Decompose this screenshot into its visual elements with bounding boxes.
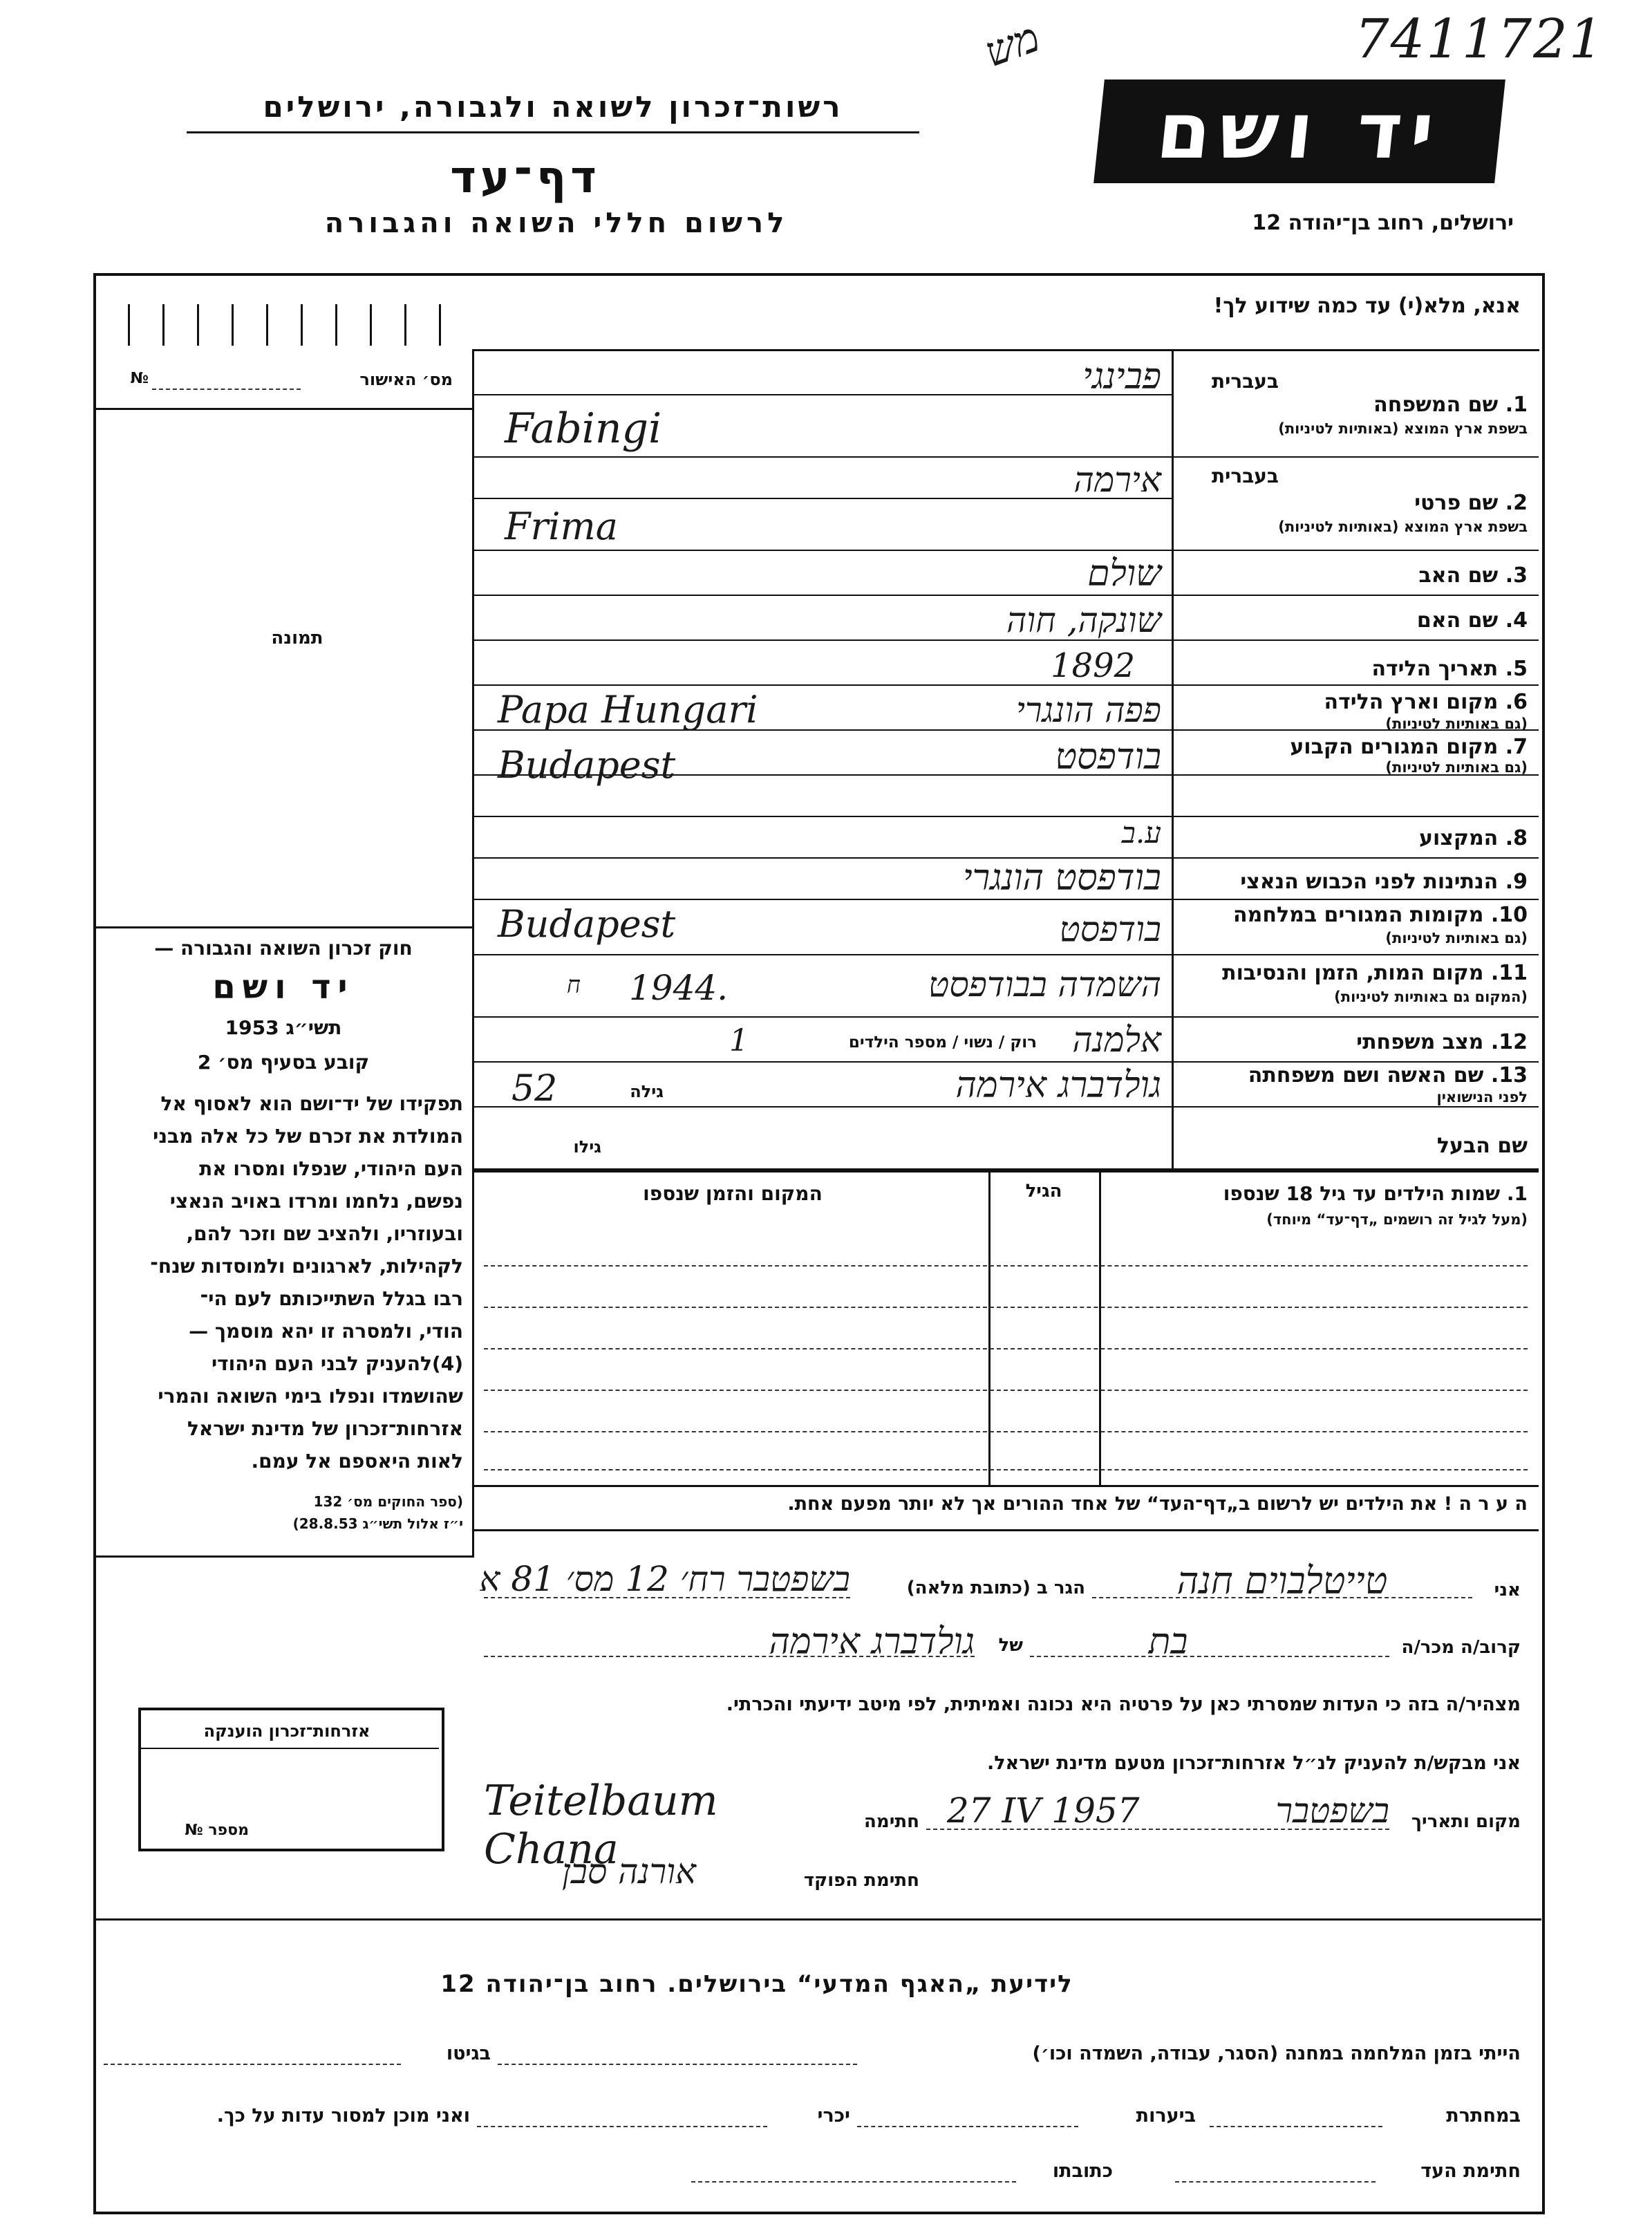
declarant-address: בשפטבר רח׳ 12 מס׳ 81 א <box>479 1559 850 1599</box>
field-3-value: שולם <box>1087 553 1161 595</box>
stamp-number: 7411721 <box>1355 8 1605 71</box>
field-2-label: 2. שם פרטי <box>1414 491 1528 515</box>
declarant-address-line <box>484 1597 850 1598</box>
field-10-label: 10. מקומות המגורים במלחמה <box>1233 903 1528 927</box>
bottom-line-2-fill-a <box>1210 2126 1382 2127</box>
declaration-text: מצהיר/ה בזה כי העדות שמסרתי כאן על פרטיה היא נכונה ואמיתית, לפי מיטב ידיעתי והכרתי. <box>726 1694 1521 1715</box>
approval-separator <box>95 408 472 410</box>
field-2-hebrew-value: אירמה <box>1073 460 1161 500</box>
field-1-label: 1. שם המשפחה <box>1373 393 1528 417</box>
shel-label: של <box>998 1635 1023 1656</box>
children-note-bottom <box>474 1529 1539 1531</box>
bottom-line-1a: הייתי בזמן המלחמה במחנה (הסגר, עבודה, השמדה וכו׳) <box>1032 2043 1521 2064</box>
field-3-label: 3. שם האב <box>1418 563 1528 588</box>
bottom-line-1-end <box>104 2064 401 2065</box>
field-1-hebrew-value: פבינגי <box>1082 356 1161 398</box>
field-9-label: 9. הנתינות לפני הכבוש הנאצי <box>1240 870 1528 894</box>
field-8-label: 8. המקצוע <box>1419 826 1528 850</box>
bottom-title: לידיעת „האגף המדעי“ בירושלים. רחוב בן־יהודה 12 <box>440 1970 1073 1998</box>
field-4-value: שונקה, חוה <box>1006 600 1161 640</box>
bottom-line-2b: ביערות <box>1136 2105 1196 2127</box>
children-table-top <box>474 1170 1539 1172</box>
approval-line <box>152 389 301 390</box>
field-12-label: 12. מצב משפחתי <box>1356 1030 1528 1054</box>
field-11-label: 11. מקום המות, הזמן והנסיבות <box>1222 961 1528 985</box>
children-header-sub: (מעל לגיל זה רושמים „דף־עד“ מיוחד) <box>1266 1211 1528 1228</box>
field-2-latin-value: Frima <box>505 505 618 548</box>
photo-separator <box>95 926 472 928</box>
form-title: דף־עד <box>450 152 601 203</box>
bottom-line-2d: ואני מוכן למסור עדות על כך. <box>216 2105 470 2127</box>
field-5-value: 1892 <box>1051 646 1136 685</box>
field-13-label: 13. שם האשה ושם משפחתה <box>1248 1063 1528 1087</box>
bottom-line-1-fill <box>498 2064 857 2065</box>
bottom-line-3-fill-b <box>691 2181 1016 2183</box>
bottom-line-2c: יכרי <box>817 2105 850 2127</box>
citizenship-box-title: אזרחות־זכרון הוענקה <box>203 1721 370 1741</box>
law-reference-1: (ספר החוקים מס׳ 132 <box>313 1493 463 1510</box>
request-text: אני מבקש/ת להעניק לנ״ל אזרחות־זכרון מטעם מדינת ישראל. <box>986 1753 1521 1774</box>
declarant-dwelling-label: הגר ב (כתובת מלאה) <box>906 1578 1085 1598</box>
in-hebrew-label-2: בעברית <box>1211 465 1279 487</box>
field-13-value: גולדברג אירמה <box>955 1065 1161 1106</box>
field-12-value: אלמנה <box>1072 1020 1161 1060</box>
field-2-sublabel: בשפת ארץ המוצא (באותיות לטיניות) <box>1278 518 1528 535</box>
of-whom-value: גולדברג אירמה <box>769 1621 975 1663</box>
field-6-latin-value: Papa Hungari <box>498 688 758 731</box>
children-age-header: הגיל <box>1025 1181 1062 1202</box>
field-6-hebrew-value: פפה הונגרי <box>1015 690 1161 730</box>
field-6-label: 6. מקום וארץ הלידה <box>1324 690 1528 714</box>
field-column-divider <box>1172 349 1174 1168</box>
law-section: קובע בסעיף מס׳ 2 <box>197 1051 370 1074</box>
field-1-latin-value: Fabingi <box>505 404 662 453</box>
citizenship-box-number: מספר № <box>185 1822 249 1839</box>
photo-label: תמונה <box>271 628 323 648</box>
declarant-name-line <box>1092 1597 1472 1598</box>
field-12-kids-value: 1 <box>729 1023 749 1058</box>
form-subtitle: לרשום חללי השואה והגבורה <box>324 207 789 239</box>
field-13-age-label: גילה <box>630 1082 664 1101</box>
field-10-sublabel: (גם באותיות לטיניות) <box>1385 930 1528 946</box>
relation-line <box>1030 1656 1389 1657</box>
bottom-line-2a: במחתרת <box>1446 2105 1521 2127</box>
fields-left-border <box>472 349 474 1168</box>
officer-label: חתימת הפוקד <box>803 1870 919 1891</box>
bottom-section-top <box>95 1918 1541 1921</box>
children-header: 1. שמות הילדים עד גיל 18 שנספו <box>1223 1182 1528 1205</box>
field-9-value: בודפסט הונגרי <box>963 857 1161 899</box>
bottom-line-3b: כתובתו <box>1052 2160 1113 2182</box>
approval-no: № <box>130 370 149 387</box>
field-5-label: 5. תאריך הלידה <box>1371 657 1528 681</box>
relation-value: בת <box>1148 1621 1188 1663</box>
bottom-line-3-fill-a <box>1175 2181 1376 2183</box>
approval-label: מס׳ האישור <box>359 370 453 389</box>
field-10-latin-value: Budapest <box>498 902 676 946</box>
bottom-line-2-fill-c <box>477 2126 767 2127</box>
signature-value: Teitelbaum Chana <box>484 1777 718 1874</box>
field-1-sublabel: בשפת ארץ המוצא (באותיות לטיניות) <box>1278 420 1528 437</box>
declarant-name: טייטלבוים חנה <box>1176 1559 1388 1603</box>
fields-top-border <box>472 349 1539 351</box>
officer-signature: אורנה סבן <box>561 1851 697 1891</box>
in-hebrew-label-1: בעברית <box>1211 370 1279 393</box>
institution-underline <box>187 131 919 133</box>
bottom-line-3a: חתימת העד <box>1420 2160 1521 2182</box>
place-date-label: מקום ותאריך <box>1411 1811 1521 1832</box>
fill-instruction: אנא, מלא(י) עד כמה שידוע לך! <box>1213 294 1521 318</box>
bottom-line-1b: בגיטו <box>446 2043 491 2064</box>
relative-label: קרוב/ה מכר/ה <box>1401 1637 1521 1658</box>
husband-age-label: גילו <box>573 1137 601 1157</box>
children-note: ה ע ר ה ! את הילדים יש לרשום ב„דף־העד“ של אחד ההורים אך לא יותר מפעם אחת. <box>787 1493 1528 1515</box>
date-value: 27 IV 1957 <box>947 1791 1140 1831</box>
citizenship-box-divider <box>141 1748 439 1749</box>
field-7-latin-value: Budapest <box>498 743 676 787</box>
yad-vashem-logo: יד ושם <box>1093 80 1505 183</box>
place-date-line <box>926 1829 1389 1830</box>
field-13-sublabel: לפני הנישואין <box>1436 1089 1528 1105</box>
stamp-scribble: מש <box>978 12 1046 77</box>
place-value: בשפטבר <box>1275 1791 1389 1831</box>
bottom-line-2-fill-b <box>857 2126 1078 2127</box>
field-11-year: 1944. <box>629 968 729 1008</box>
field-7-sublabel: (גם באותיות לטיניות) <box>1385 759 1528 776</box>
field-6-sublabel: (גם באותיות לטיניות) <box>1385 716 1528 732</box>
of-whom-line <box>484 1656 975 1657</box>
law-year: תשי״ג 1953 <box>225 1016 342 1039</box>
husband-label: שם הבעל <box>1436 1134 1528 1158</box>
field-12-options: רוק / נשוי / מספר הילדים <box>848 1034 1037 1052</box>
law-title: חוק זכרון השואה והגבורה — <box>154 937 413 960</box>
institution-name: רשות־זכרון לשואה ולגבורה, ירושלים <box>263 90 843 124</box>
field-4-label: 4. שם האם <box>1416 608 1528 633</box>
children-place-header: המקום והזמן שנספו <box>643 1182 823 1205</box>
signature-label: חתימה <box>864 1811 919 1832</box>
field-10-hebrew-value: בודפסט <box>1059 909 1161 949</box>
declarant-ani: אני <box>1494 1580 1521 1600</box>
law-name: יד ושם <box>212 968 355 1007</box>
field-11-mark: ח <box>566 971 581 999</box>
field-11-sublabel: (המקום גם באותיות לטיניות) <box>1334 989 1528 1005</box>
children-col-2 <box>988 1170 991 1485</box>
law-reference-2: י״ז אלול תשי״ג 28.8.53) <box>292 1515 463 1532</box>
field-8-value: ע.ב <box>1121 816 1161 850</box>
field-7-label: 7. מקום המגורים הקבוע <box>1290 735 1528 759</box>
children-table-bottom <box>474 1485 1539 1487</box>
field-11-value: השמדה בבודפסט <box>928 964 1161 1005</box>
field-13-age-value: 52 <box>511 1068 558 1110</box>
children-col-1 <box>1099 1170 1101 1485</box>
address-top: ירושלים, רחוב בן־יהודה 12 <box>1252 211 1514 235</box>
field-7-hebrew-value: בודפסט <box>1055 736 1161 778</box>
